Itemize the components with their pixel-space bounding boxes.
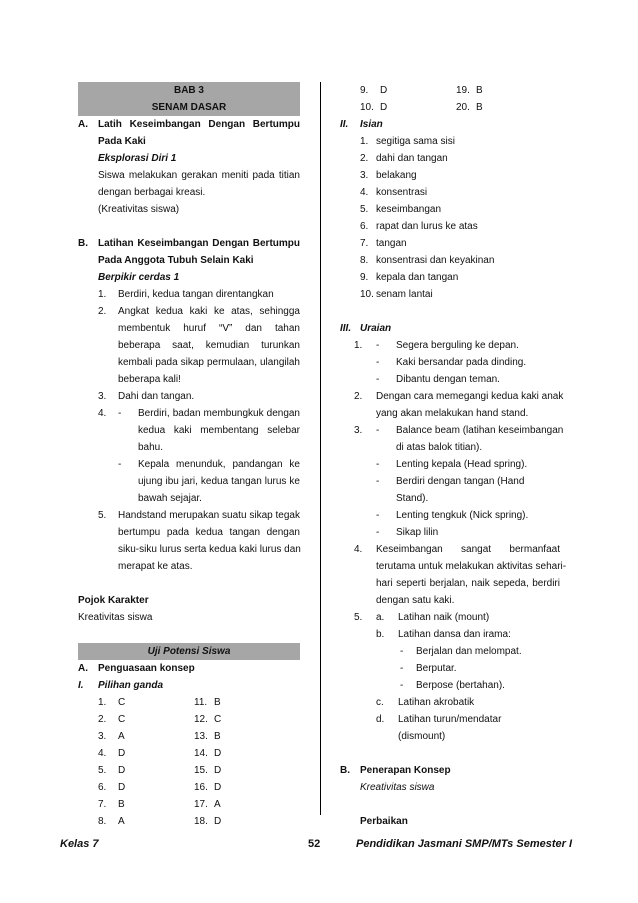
answer-number: 3.: [98, 731, 107, 742]
list-item: [78, 405, 300, 422]
answer-row: [78, 728, 300, 745]
list-item: [340, 354, 568, 371]
answer-number: 13.: [194, 731, 208, 742]
list-item: [340, 388, 568, 405]
answer-choice: C: [118, 714, 126, 725]
item-text: Lenting kepala (Head spring).: [396, 459, 528, 470]
item-text: yang akan melakukan hand stand.: [376, 408, 529, 419]
answer-number: 1.: [98, 697, 107, 708]
isian-item: [340, 167, 568, 184]
roman-numeral: III.: [340, 323, 352, 334]
list-item: [340, 711, 568, 728]
pojok-karakter-text: Kreativitas siswa: [78, 612, 153, 623]
answer-number: 17.: [194, 799, 208, 810]
item-number: 2.: [98, 306, 107, 317]
list-item: [78, 286, 300, 303]
column-divider: [320, 82, 321, 815]
item-number: 4.: [354, 544, 363, 555]
answer-choice: A: [214, 799, 221, 810]
item-number: 8.: [360, 255, 369, 266]
list-item: [340, 609, 568, 626]
answer-number: 5.: [98, 765, 107, 776]
answer-row: [78, 796, 300, 813]
item-text: Keseimbangan sangat bermanfaat: [376, 544, 560, 555]
answer-choice: D: [214, 748, 222, 759]
isian-list: [340, 133, 568, 303]
item-text: Dibantu dengan teman.: [396, 374, 500, 385]
answer-row: [78, 711, 300, 728]
answer-number: 8.: [98, 816, 107, 827]
uraian-heading: [340, 320, 568, 337]
answer-choice: B: [214, 697, 221, 708]
subsection-title: Berpikir cerdas 1: [98, 272, 180, 283]
item-text: bawah sejajar.: [138, 493, 202, 504]
item-text: Latihan dansa dan irama:: [398, 629, 511, 640]
answer-number: 16.: [194, 782, 208, 793]
item-text: Berdiri dengan tangan (Hand: [396, 476, 525, 487]
answer-choice: D: [118, 782, 126, 793]
penguasaan-heading: [78, 660, 300, 677]
answer-choice: D: [118, 748, 126, 759]
answer-choice: D: [214, 816, 222, 827]
item-text: Latihan naik (mount): [398, 612, 490, 623]
section-title: Penerapan Konsep: [360, 765, 451, 776]
answer-number: 18.: [194, 816, 208, 827]
answer-row: [78, 813, 300, 830]
item-text: Angkat kedua kaki ke atas, sehingga: [118, 306, 300, 317]
item-text: rapat dan lurus ke atas: [376, 221, 478, 232]
item-text: kepala dan tangan: [376, 272, 459, 283]
answer-number: 9.: [360, 85, 369, 96]
answer-list-left: [78, 694, 300, 830]
answer-choice: D: [118, 765, 126, 776]
section-title: Penguasaan konsep: [98, 663, 195, 674]
roman-numeral: II.: [340, 119, 349, 130]
item-text: hari seperti berjalan, naik sepeda, berdiri: [376, 578, 560, 589]
item-text: konsentrasi: [376, 187, 428, 198]
bullet-dash: -: [118, 459, 122, 470]
answer-row: [78, 779, 300, 796]
answer-choice: D: [214, 765, 222, 776]
list-item: [78, 388, 300, 405]
body-text: (Kreativitas siswa): [98, 204, 180, 215]
answer-row: [78, 694, 300, 711]
answer-list-right: [340, 82, 568, 116]
isian-item: [340, 133, 568, 150]
list-item: [340, 371, 568, 388]
item-text: kedua kaki membentang selebar: [138, 425, 300, 436]
item-text: dahi dan tangan: [376, 153, 448, 164]
item-number: 3.: [354, 425, 363, 436]
item-text: merapat ke atas.: [118, 561, 193, 572]
bullet-dash: -: [400, 646, 404, 657]
list-item: [340, 541, 568, 558]
item-text: bertumpu pada kedua tangan dengan: [118, 527, 300, 538]
item-text: Lenting tengkuk (Nick spring).: [396, 510, 529, 521]
item-number: 2.: [360, 153, 369, 164]
item-letter: c.: [376, 697, 384, 708]
item-text: Dahi dan tangan.: [118, 391, 195, 402]
footer-class: Kelas 7: [60, 838, 99, 850]
list-item: [340, 524, 568, 541]
perbaikan-heading: Perbaikan: [360, 816, 408, 827]
answer-number: 12.: [194, 714, 208, 725]
bullet-dash: -: [376, 527, 380, 538]
item-text: Latihan akrobatik: [398, 697, 475, 708]
item-text: konsentrasi dan keyakinan: [376, 255, 495, 266]
bullet-dash: -: [376, 459, 380, 470]
item-text: senam lantai: [376, 289, 433, 300]
item-letter: a.: [376, 612, 385, 623]
item-text: kembali pada sikap permulaan, ulangilah: [118, 357, 300, 368]
item-text: segitiga sama sisi: [376, 136, 455, 147]
item-number: 2.: [354, 391, 363, 402]
answer-number: 6.: [98, 782, 107, 793]
answer-choice: B: [214, 731, 221, 742]
item-text: bahu.: [138, 442, 164, 453]
footer-book-title: Pendidikan Jasmani SMP/MTs Semester I: [356, 838, 573, 850]
section-title: Uraian: [360, 323, 392, 334]
bullet-dash: -: [376, 340, 380, 351]
item-text: Handstand merupakan suatu sikap tegak: [118, 510, 300, 521]
answer-choice: A: [118, 816, 125, 827]
bullet-dash: -: [118, 408, 122, 419]
body-text: Siswa melakukan gerakan meniti pada titian: [98, 170, 300, 181]
list-item: [340, 677, 568, 694]
item-text: ujung ibu jari, kedua tangan lurus ke: [138, 476, 300, 487]
item-number: 6.: [360, 221, 369, 232]
section-b-heading: [78, 235, 300, 252]
list-item: [340, 456, 568, 473]
bullet-dash: -: [376, 425, 380, 436]
answer-choice: D: [380, 85, 388, 96]
section-title-cont: Pada Kaki: [98, 136, 146, 147]
answer-row: [78, 762, 300, 779]
item-text: Berjalan dan melompat.: [416, 646, 522, 657]
item-number: 9.: [360, 272, 369, 283]
item-text: terutama untuk melakukan aktivitas sehari-: [376, 561, 567, 572]
item-text: dengan satu kaki.: [376, 595, 455, 606]
chapter-title: SENAM DASAR: [78, 99, 300, 116]
section-title: Isian: [360, 119, 383, 130]
answer-number: 7.: [98, 799, 107, 810]
answer-number: 15.: [194, 765, 208, 776]
item-number: 4.: [360, 187, 369, 198]
answer-row: [78, 745, 300, 762]
list-item: [340, 337, 568, 354]
answer-number: 11.: [194, 697, 208, 708]
page-number: 52: [308, 838, 321, 850]
item-number: 10.: [360, 289, 374, 300]
penerapan-heading: [340, 762, 568, 779]
answer-number: 4.: [98, 748, 107, 759]
item-text: (dismount): [398, 731, 446, 742]
item-number: 4.: [98, 408, 107, 419]
chapter-number: BAB 3: [78, 82, 300, 99]
item-letter: b.: [376, 629, 385, 640]
isian-item: [340, 235, 568, 252]
roman-numeral: I.: [78, 680, 84, 691]
bullet-dash: -: [376, 476, 380, 487]
isian-item: [340, 252, 568, 269]
isian-item: [340, 218, 568, 235]
item-number: 1.: [98, 289, 107, 300]
item-number: 7.: [360, 238, 369, 249]
item-text: beberapa kali!: [118, 374, 181, 385]
item-text: Stand).: [396, 493, 429, 504]
item-text: Balance beam (latihan keseimbangan: [396, 425, 564, 436]
item-text: siku-siku lurus serta kedua kaki lurus dan: [118, 544, 301, 555]
item-text: membentuk huruf “V” dan tahan: [118, 323, 300, 334]
list-item: [340, 694, 568, 711]
isian-item: [340, 269, 568, 286]
isian-heading: [340, 116, 568, 133]
answer-choice: B: [118, 799, 125, 810]
item-text: tangan: [376, 238, 407, 249]
answer-choice: D: [214, 782, 222, 793]
pojok-karakter-heading: Pojok Karakter: [78, 595, 149, 606]
item-number: 3.: [98, 391, 107, 402]
item-text: belakang: [376, 170, 417, 181]
bullet-dash: -: [400, 680, 404, 691]
list-item: [78, 507, 300, 524]
list-item: [340, 507, 568, 524]
answer-number: 14.: [194, 748, 208, 759]
item-text: Kepala menunduk, pandangan ke: [138, 459, 300, 470]
section-letter: B.: [340, 765, 350, 776]
section-letter: A.: [78, 663, 88, 674]
bullet-dash: -: [400, 663, 404, 674]
item-number: 1.: [360, 136, 369, 147]
list-item: [78, 303, 300, 320]
list-item: [340, 422, 568, 439]
section-title: Latih Keseimbangan Dengan Bertumpu: [98, 119, 300, 130]
list-item: [340, 643, 568, 660]
list-item: [78, 456, 300, 473]
answer-row: [340, 82, 568, 99]
bullet-dash: -: [376, 357, 380, 368]
answer-number: 2.: [98, 714, 107, 725]
answer-choice: D: [380, 102, 388, 113]
pilihan-ganda-heading: [78, 677, 300, 694]
item-number: 5.: [98, 510, 107, 521]
body-text: dengan berbagai kreasi.: [98, 187, 206, 198]
item-text: Berdiri, badan membungkuk dengan: [138, 408, 300, 419]
section-title: Pilihan ganda: [98, 680, 164, 691]
list-item: [340, 473, 568, 490]
item-number: 5.: [354, 612, 363, 623]
answer-number: 20.: [456, 102, 470, 113]
item-number: 3.: [360, 170, 369, 181]
answer-choice: C: [118, 697, 126, 708]
item-letter: d.: [376, 714, 385, 725]
uji-potensi-bar: Uji Potensi Siswa: [78, 643, 300, 660]
answer-choice: A: [118, 731, 125, 742]
list-item: [340, 626, 568, 643]
left-column: [78, 82, 300, 830]
isian-item: [340, 201, 568, 218]
penerapan-text: Kreativitas siswa: [360, 782, 435, 793]
isian-item: [340, 150, 568, 167]
item-text: Berputar.: [416, 663, 457, 674]
item-text: Berpose (bertahan).: [416, 680, 505, 691]
isian-item: [340, 184, 568, 201]
item-text: di atas balok titian).: [396, 442, 483, 453]
item-text: Kaki bersandar pada dinding.: [396, 357, 527, 368]
item-text: Segera berguling ke depan.: [396, 340, 519, 351]
isian-item: [340, 286, 568, 303]
item-text: keseimbangan: [376, 204, 442, 215]
answer-number: 10.: [360, 102, 374, 113]
item-text: beberapa saat, kemudian turunkan: [118, 340, 300, 351]
answer-choice: B: [476, 85, 483, 96]
section-letter: A.: [78, 119, 88, 130]
answer-choice: C: [214, 714, 222, 725]
bullet-dash: -: [376, 374, 380, 385]
item-text: Dengan cara memegangi kedua kaki anak: [376, 391, 564, 402]
answer-number: 19.: [456, 85, 470, 96]
item-number: 1.: [354, 340, 363, 351]
section-title-cont: Pada Anggota Tubuh Selain Kaki: [98, 255, 254, 266]
right-column: [340, 82, 568, 830]
item-text: Latihan turun/mendatar: [398, 714, 502, 725]
answer-row: [340, 99, 568, 116]
section-letter: B.: [78, 238, 88, 249]
answer-choice: B: [476, 102, 483, 113]
list-item: [340, 660, 568, 677]
item-number: 5.: [360, 204, 369, 215]
section-title: Latihan Keseimbangan Dengan Bertumpu: [98, 238, 300, 249]
bullet-dash: -: [376, 510, 380, 521]
subsection-title: Eksplorasi Diri 1: [98, 153, 177, 164]
item-text: Berdiri, kedua tangan direntangkan: [118, 289, 274, 300]
section-a-heading: [78, 116, 300, 133]
item-text: Sikap lilin: [396, 527, 439, 538]
